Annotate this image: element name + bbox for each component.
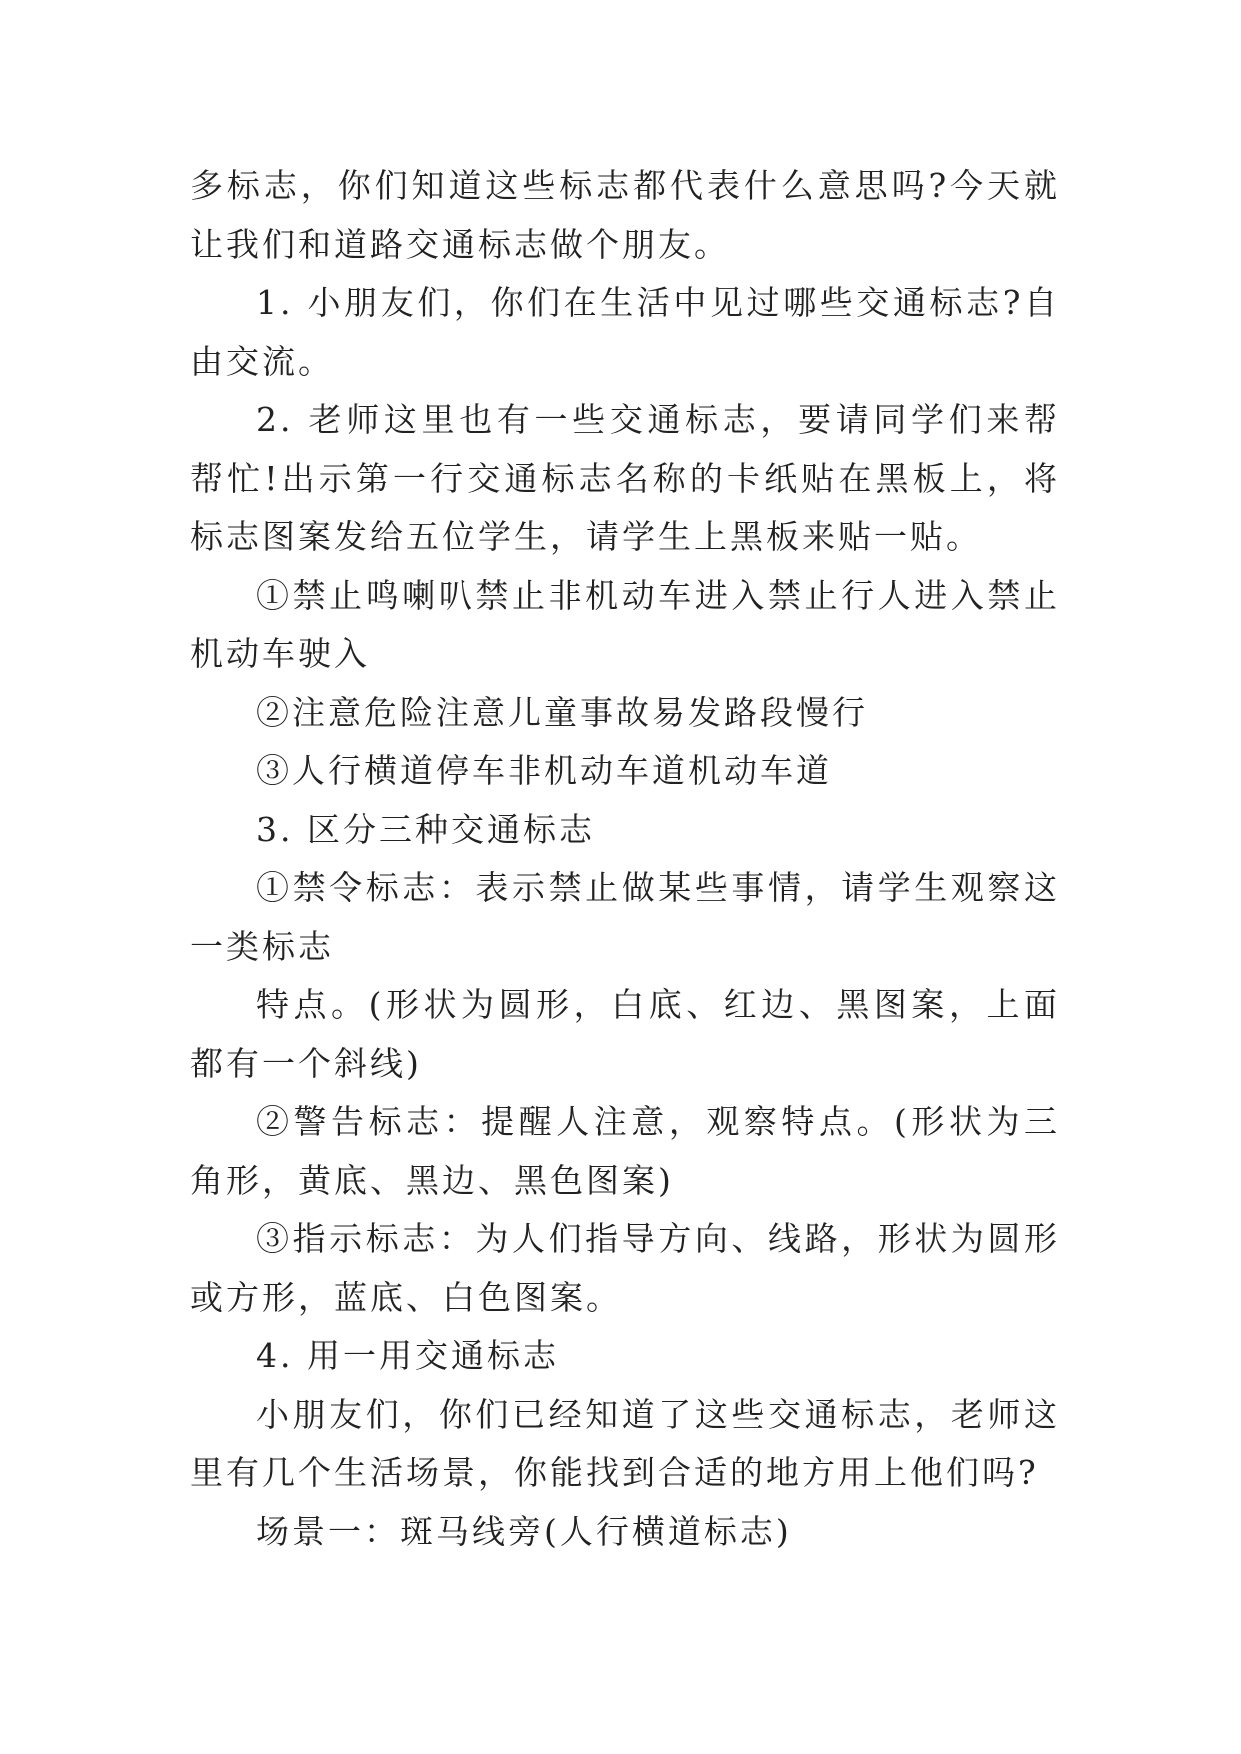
paragraph-indication-list: ③人行横道停车非机动车道机动车道	[256, 751, 832, 790]
paragraph-prohibition-list: ①禁止鸣喇叭禁止非机动车进入禁止行人进入禁止机动车驶入	[190, 575, 1060, 673]
paragraph-item-3: 3. 区分三种交通标志	[256, 809, 595, 849]
paragraph-scenes-intro: 小朋友们，你们已经知道了这些交通标志，老师这里有几个生活场景，你能找到合适的地方用上他们吗?	[190, 1394, 1060, 1492]
paragraph-item-4: 4. 用一用交通标志	[256, 1336, 559, 1375]
paragraph-indication-sign: ③指示标志：为人们指导方向、线路，形状为圆形或方形，蓝底、白色图案。	[190, 1219, 1060, 1317]
paragraph-warning-list: ②注意危险注意儿童事故易发路段慢行	[256, 692, 868, 732]
paragraph-intro: 多标志，你们知道这些标志都代表什么意思吗?今天就让我们和道路交通标志做个朋友。	[190, 166, 1060, 264]
body-text	[190, 157, 1060, 1561]
paragraph-prohibition-features: 特点。(形状为圆形，白底、红边、黑图案，上面都有一个斜线)	[190, 985, 1060, 1083]
paragraph-prohibition-sign: ①禁令标志：表示禁止做某些事情，请学生观察这一类标志	[190, 868, 1060, 966]
paragraph-scene-1: 场景一：斑马线旁(人行横道标志)	[256, 1511, 792, 1551]
paragraph-warning-sign: ②警告标志：提醒人注意，观察特点。(形状为三角形，黄底、黑边、黑色图案)	[190, 1102, 1060, 1200]
paragraph-item-2: 2. 老师这里也有一些交通标志，要请同学们来帮帮忙!出示第一行交通标志名称的卡纸贴在黑板上，将标志图案发给五位学生，请学生上黑板来贴一贴。	[190, 400, 1060, 556]
paragraph-item-1: 1. 小朋友们，你们在生活中见过哪些交通标志?自由交流。	[190, 283, 1060, 381]
